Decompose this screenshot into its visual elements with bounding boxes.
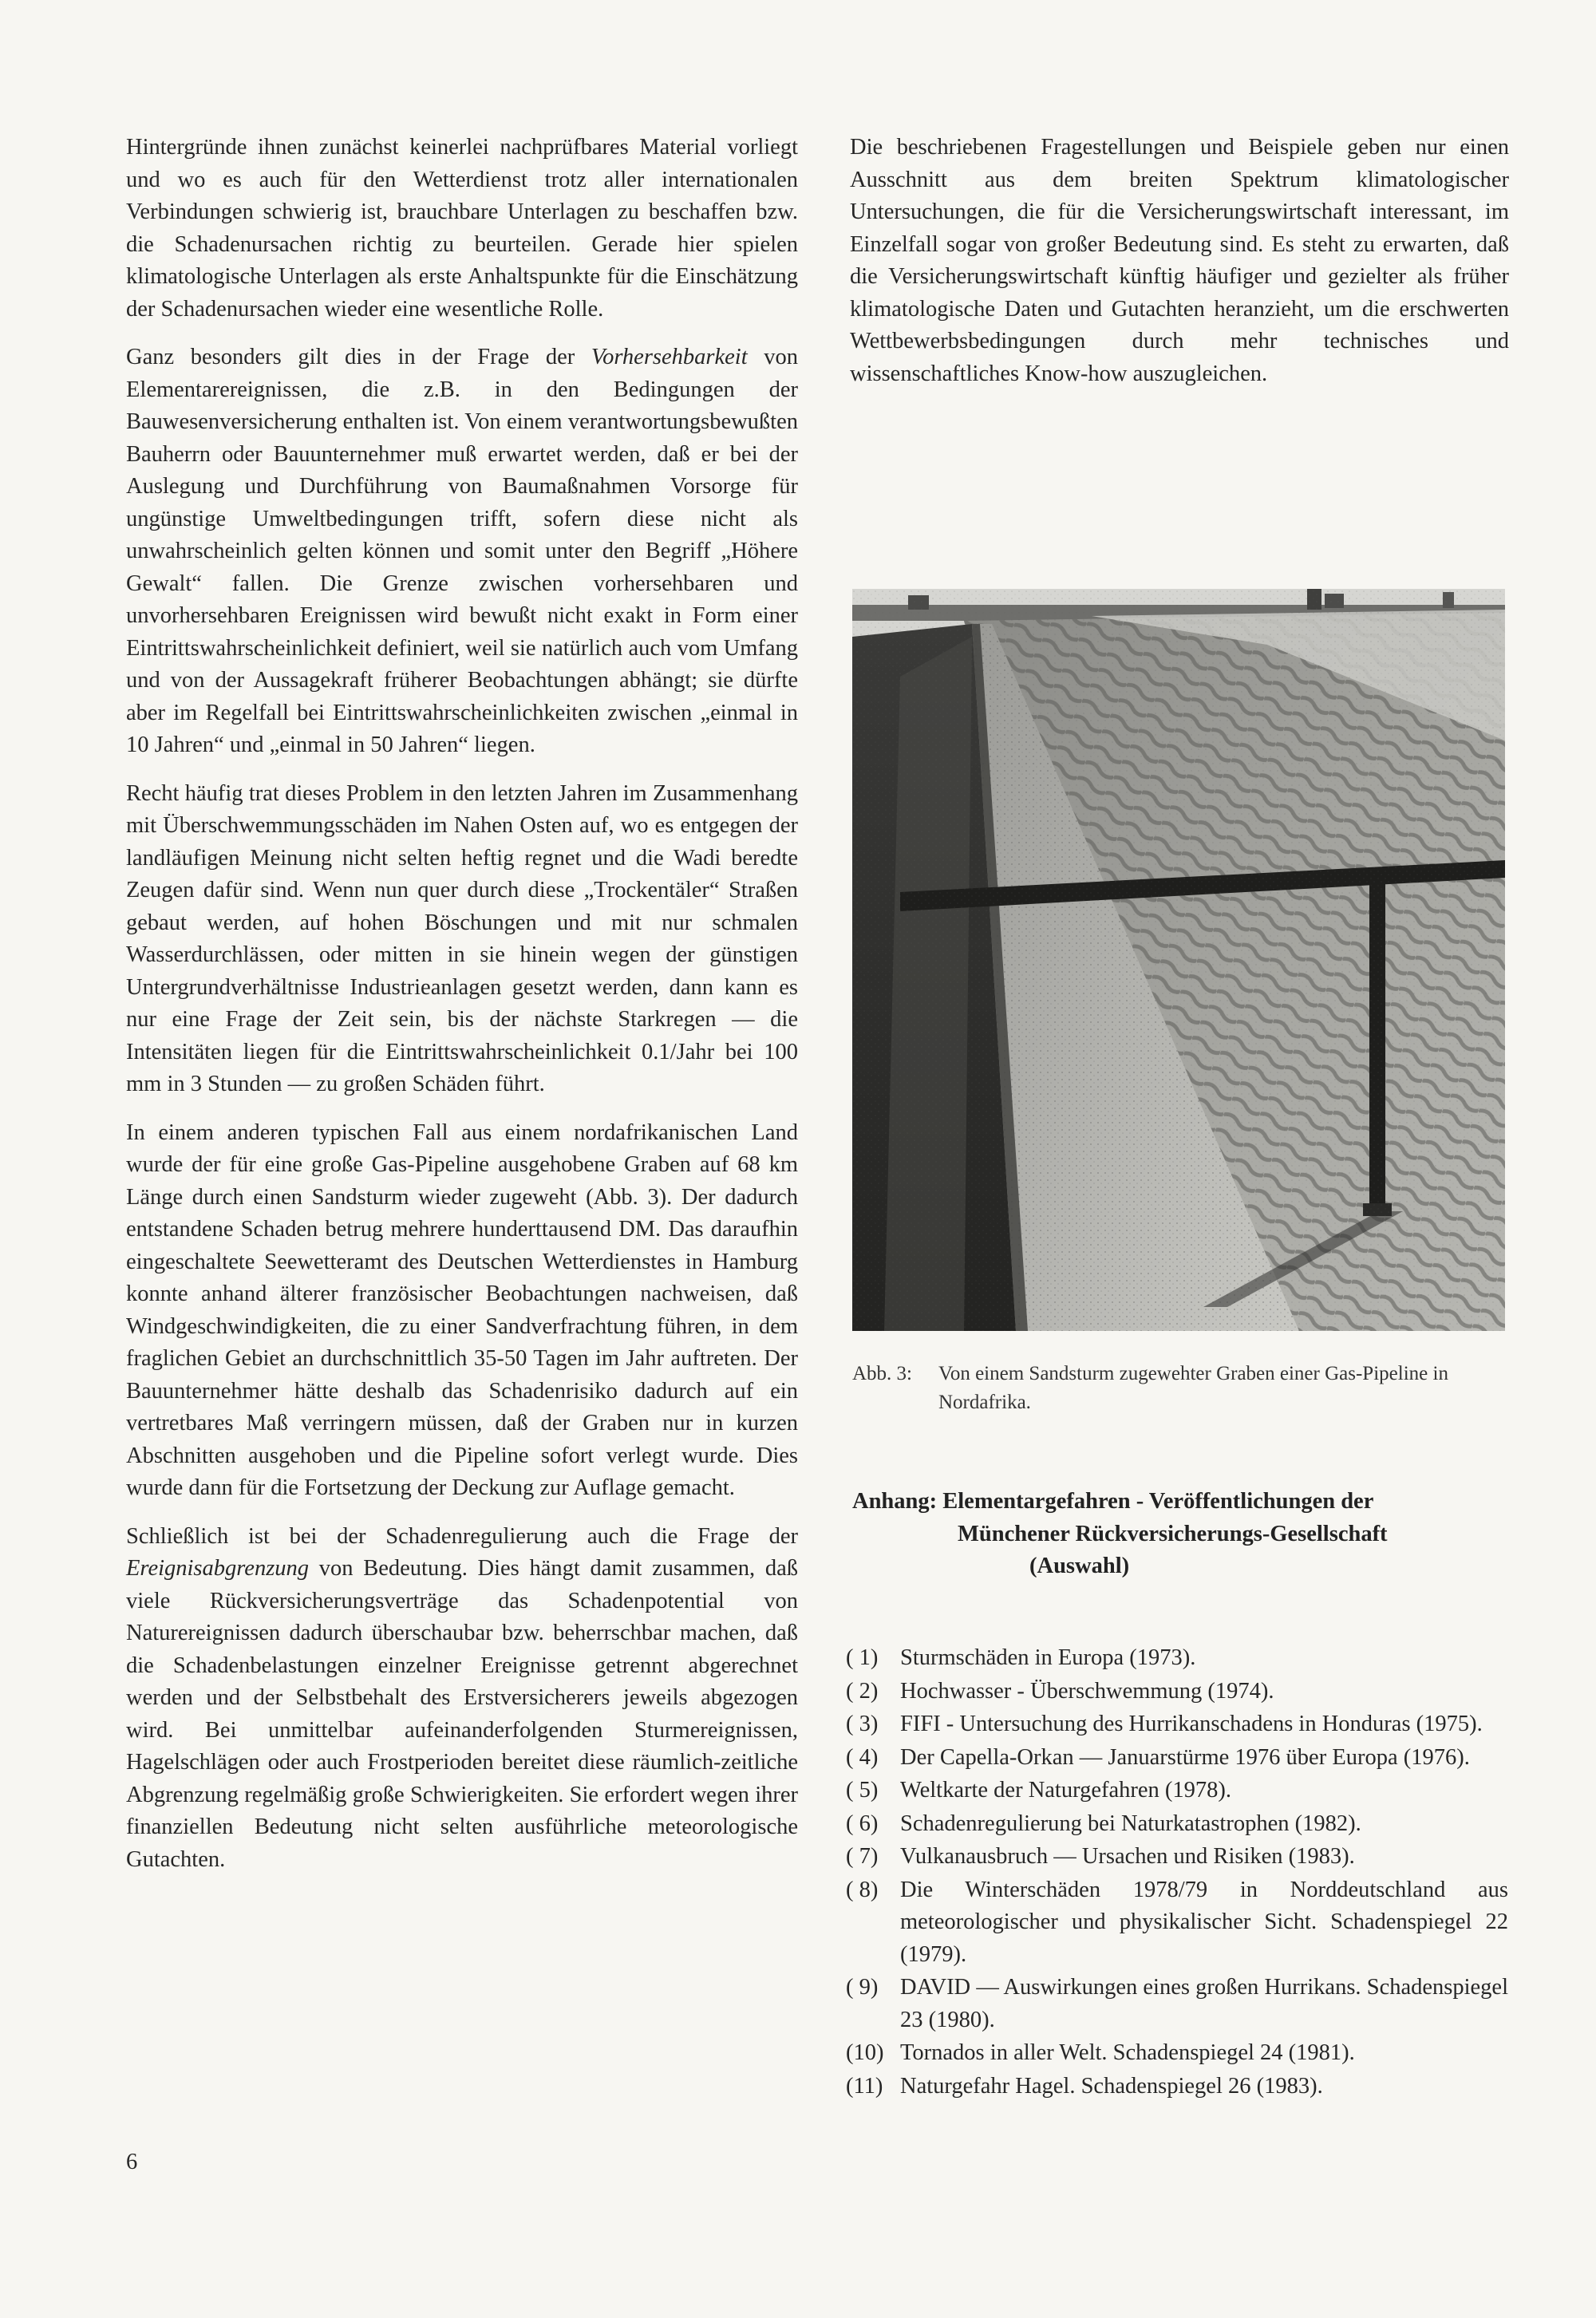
item-number: ( 4) xyxy=(846,1744,879,1770)
text-run: von Elementarereignissen, die z.B. in den Bedingungen der Bauwesenversicherung enthalten ist. Von einem verantwortungsbewußten Bauherrn oder Bauunternehmer muß erwartet werden, daß er bei der Auslegung und Durchführung von Baumaßnahmen Vorsorge für ungünstige Umweltbedingungen trifft, sofern diese nicht als unwahrscheinlich gelten können und somit unter den Begriff „Höhere Gewalt“ fallen. Die Grenze zwischen vorhersehbaren und unvorhersehbaren Ereignissen wird bewußt nicht exakt in Form einer Eintrittswahrscheinlichkeit definiert, weil sie natürlich auch vom Umfang und von der Aussagekraft früherer Beobachtungen abhängt; sie dürfte aber im Regelfall bei Eintrittswahrscheinlichkeiten zwischen „einmal in 10 Jahren“ und „einmal in 50 Jahren“ liegen. xyxy=(126,345,799,757)
appendix-heading xyxy=(852,1486,1505,1583)
list-item xyxy=(846,1708,1508,1741)
item-text: Sturmschäden in Europa (1973). xyxy=(900,1645,1196,1670)
paragraph xyxy=(126,342,798,762)
item-text: Vulkanausbruch — Ursachen und Risiken (1983). xyxy=(900,1844,1355,1869)
paragraph: Recht häufig trat dieses Problem in den letzten Jahren im Zusammenhang mit Überschwemmungsschäden im Nahen Osten auf, wo es entgegen der landläufigen Meinung nicht selten heftig regnet und die Wadi beredte Zeugen dafür sind. Wenn nun quer durch diese „Trockentäler“ Straßen gebaut werden, auf hohen Böschungen und mit nur schmalen Wasserdurchlässen, oder mitten in sie hinein wegen der günstigen Untergrundverhältnisse Industrieanlagen gesetzt werden, dann kann es nur eine Frage der Zeit sein, bis der nächste Starkregen — die Intensitäten liegen für die Eintrittswahrscheinlichkeit 0.1/Jahr bei 100 mm in 3 Stunden — zu großen Schäden führt. xyxy=(126,780,798,1096)
list-item xyxy=(846,1808,1508,1841)
item-number: ( 6) xyxy=(846,1811,879,1836)
list-item xyxy=(846,1874,1508,1972)
item-number: ( 8) xyxy=(846,1877,879,1902)
paragraph: Hintergründe ihnen zunächst keinerlei nachprüfbares Material vorliegt und wo es auch für den Wetterdienst trotz aller internationalen Verbindungen schwierig ist, brauchbare Unterlagen zu beschaffen bzw. die Schadenursachen richtig zu beurteilen. Gerade hier spielen klimatologische Unterlagen als erste Anhaltspunkte für die Einschätzung der Schadenursachen wieder eine wesentliche Rolle. xyxy=(126,135,798,322)
item-text: Hochwasser - Überschwemmung (1974). xyxy=(900,1678,1274,1704)
item-number: (10) xyxy=(846,2040,884,2065)
item-text: DAVID — Auswirkungen eines großen Hurrikans. Schadenspiegel 23 (1980). xyxy=(900,1975,1508,2032)
appendix-heading-line: (Auswahl) xyxy=(1029,1554,1130,1578)
item-number: ( 1) xyxy=(846,1645,879,1670)
list-item xyxy=(846,2037,1508,2070)
list-item xyxy=(846,1972,1508,2036)
item-text: Naturgefahr Hagel. Schadenspiegel 26 (1983). xyxy=(900,2073,1323,2099)
figure-caption-text: Von einem Sandsturm zugewehter Graben einer Gas-Pipeline in Nordafrika. xyxy=(938,1363,1448,1413)
figure-label: Abb. 3: xyxy=(852,1363,912,1384)
item-text: Die Winterschäden 1978/79 in Norddeutschland aus meteorologischer und physikalischer Sicht. Schadenspiegel 22 (1979). xyxy=(900,1877,1508,1967)
item-number: ( 3) xyxy=(846,1712,879,1736)
item-number: ( 5) xyxy=(846,1778,879,1803)
item-text: FIFI - Untersuchung des Hurrikanschadens in Honduras (1975). xyxy=(900,1712,1483,1736)
list-item xyxy=(846,2071,1508,2103)
paragraph: Die beschriebenen Fragestellungen und Beispiele geben nur einen Ausschnitt aus dem breiten Spektrum klimatologischer Untersuchungen, die für die Versicherungswirtschaft interessant, im Einzelfall sogar von großer Bedeutung sind. Es steht zu erwarten, daß die Versicherungswirtschaft künftig häufiger und gezielter als früher klimatologische Daten und Gutachten heranzieht, um die erschwerten Wettbewerbsbedingungen durch mehr technisches und wissenschaftliches Know-how auszugleichen. xyxy=(850,135,1509,386)
paragraph: In einem anderen typischen Fall aus einem nordafrikanischen Land wurde der für eine große Gas-Pipeline ausgehobene Graben auf 68 km Länge durch einen Sandsturm wieder zugeweht (Abb. 3). Der dadurch entstandene Schaden betrug mehrere hunderttausend DM. Das daraufhin eingeschaltete Seewetteramt des Deutschen Wetterdienstes in Hamburg konnte anhand älterer französischer Beobachtungen nachweisen, daß Windgeschwindigkeiten, die zu einer Sandverfrachtung führen, in dem fraglichen Gebiet an durchschnittlich 35-50 Tagen im Jahr auftreten. Der Bauunternehmer hätte deshalb das Schadenrisiko dadurch auf ein vertretbares Maß verringern müssen, daß der Graben nur in kurzen Abschnitten ausgehoben und die Pipeline sofort verlegt wurde. Dies wurde dann für die Fortsetzung der Deckung zur Auflage gemacht. xyxy=(126,1120,798,1500)
appendix-heading-line: Anhang: Elementargefahren - Veröffentlichungen der xyxy=(852,1489,1374,1514)
item-text: Schadenregulierung bei Naturkatastrophen (1982). xyxy=(900,1811,1361,1836)
left-column xyxy=(126,132,798,1876)
trench-photo xyxy=(852,589,1505,1331)
appendix-heading-line: Münchener Rückversicherungs-Gesellschaft xyxy=(958,1521,1388,1546)
paragraph xyxy=(126,1521,798,1877)
text-run: Schließlich ist bei der Schadenregulierung auch die Frage der xyxy=(126,1523,798,1549)
list-item xyxy=(846,1775,1508,1807)
right-column xyxy=(850,132,1509,390)
item-number: ( 7) xyxy=(846,1844,879,1869)
list-item xyxy=(846,1642,1508,1675)
item-number: ( 9) xyxy=(846,1975,879,2000)
list-item xyxy=(846,1841,1508,1874)
list-item xyxy=(846,1676,1508,1708)
item-text: Der Capella-Orkan — Januarstürme 1976 über Europa (1976). xyxy=(900,1744,1470,1770)
emphasis: Vorhersehbarkeit xyxy=(591,345,748,369)
text-run: von Bedeutung. Dies hängt damit zusammen, daß viele Rückversicherungsverträge das Schadenpotential von Naturereignissen dadurch überschaubar bzw. beherrschbar machen, daß die Schadenbelastungen einzelner Ereignisse getrennt abgerechnet werden und der Selbstbehalt des Erstversicherers jeweils abgezogen wird. Bei unmittelbar aufeinanderfolgenden Sturmereignissen, Hagelschlägen oder auch Frostperioden bereitet diese räumlich-zeitliche Abgrenzung regelmäßig große Schwierigkeiten. Sie erfordert wegen ihrer finanziellen Bedeutung nicht selten ausführliche meteorologische Gutachten. xyxy=(126,1556,798,1872)
item-number: (11) xyxy=(846,2073,883,2099)
text-run: Ganz besonders gilt dies in der Frage der xyxy=(126,345,591,369)
figure-caption xyxy=(852,1360,1505,1417)
emphasis: Ereignisabgrenzung xyxy=(126,1556,310,1581)
appendix-list xyxy=(846,1642,1508,2103)
page-number: 6 xyxy=(126,2150,138,2174)
item-text: Weltkarte der Naturgefahren (1978). xyxy=(900,1778,1231,1803)
item-number: ( 2) xyxy=(846,1678,879,1704)
item-text: Tornados in aller Welt. Schadenspiegel 24 (1981). xyxy=(900,2040,1355,2065)
list-item xyxy=(846,1742,1508,1775)
